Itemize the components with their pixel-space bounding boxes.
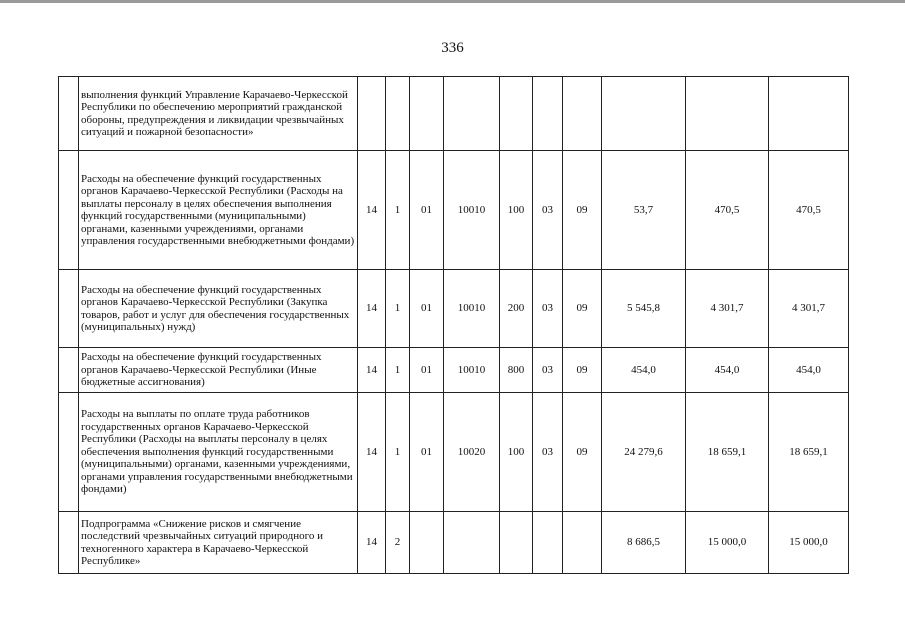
table-cell-code	[563, 512, 602, 574]
table-cell-blank	[59, 393, 79, 512]
table-cell-blank	[59, 348, 79, 393]
table-cell-code	[500, 77, 533, 151]
table-cell-code: 01	[410, 270, 444, 348]
table-cell-blank	[59, 270, 79, 348]
table-cell-description: Подпрограмма «Снижение рисков и смягчение последствий чрезвычайных ситуаций природного и техногенного характера в Карачаево-Черкесской Республике»	[79, 512, 358, 574]
table-cell-code	[533, 512, 563, 574]
table-cell-code	[386, 77, 410, 151]
table-cell-code: 14	[358, 348, 386, 393]
table-cell-code: 09	[563, 270, 602, 348]
table-row	[59, 512, 849, 574]
table-cell-code: 1	[386, 270, 410, 348]
table-row	[59, 348, 849, 393]
table-cell-code: 200	[500, 270, 533, 348]
table-cell-code: 10010	[444, 348, 500, 393]
table-row	[59, 77, 849, 151]
table-cell-code: 01	[410, 348, 444, 393]
budget-table	[58, 76, 849, 574]
table-cell-code	[444, 77, 500, 151]
table-cell-description: Расходы на обеспечение функций государственных органов Карачаево-Черкесской Республики (Расходы на выплаты персоналу в целях обеспечения выполнения функций государственными (муниципальными) органами, казенными учреждениями, органами управления государственными внебюджетными фондами)	[79, 151, 358, 270]
budget-table-body	[59, 77, 849, 574]
table-row	[59, 393, 849, 512]
table-cell-description: Расходы на выплаты по оплате труда работников государственных органов Карачаево-Черкесской Республики (Расходы на выплаты персоналу в целях обеспечения выполнения функций государственными (муниципальными) органами, казенными учреждениями, органами управления государственными внебюджетными фондами)	[79, 393, 358, 512]
table-cell-code	[410, 512, 444, 574]
table-cell-value: 53,7	[602, 151, 686, 270]
table-cell-blank	[59, 512, 79, 574]
table-cell-code	[563, 77, 602, 151]
table-cell-code	[500, 512, 533, 574]
table-cell-code	[533, 77, 563, 151]
table-cell-code: 14	[358, 151, 386, 270]
table-cell-code: 100	[500, 151, 533, 270]
table-cell-code: 14	[358, 512, 386, 574]
table-cell-value: 470,5	[769, 151, 849, 270]
table-cell-value: 454,0	[769, 348, 849, 393]
scan-top-edge	[0, 0, 905, 3]
table-cell-value: 18 659,1	[686, 393, 769, 512]
table-cell-code: 03	[533, 151, 563, 270]
table-cell-code: 1	[386, 151, 410, 270]
table-cell-code: 10020	[444, 393, 500, 512]
table-cell-code	[358, 77, 386, 151]
table-cell-code: 14	[358, 270, 386, 348]
table-cell-code: 10010	[444, 151, 500, 270]
table-cell-code: 09	[563, 151, 602, 270]
table-cell-value: 4 301,7	[686, 270, 769, 348]
table-cell-value: 18 659,1	[769, 393, 849, 512]
table-cell-description: выполнения функций Управление Карачаево-Черкесской Республики по обеспечению мероприятий гражданской обороны, предупреждения и ликвидации чрезвычайных ситуаций и пожарной безопасности»	[79, 77, 358, 151]
table-cell-code	[444, 512, 500, 574]
table-cell-code: 03	[533, 393, 563, 512]
table-cell-code: 09	[563, 393, 602, 512]
table-cell-blank	[59, 151, 79, 270]
table-cell-value: 15 000,0	[769, 512, 849, 574]
table-cell-value	[602, 77, 686, 151]
table-cell-code: 14	[358, 393, 386, 512]
table-cell-description: Расходы на обеспечение функций государственных органов Карачаево-Черкесской Республики (Закупка товаров, работ и услуг для обеспечения государственных (муниципальных) нужд)	[79, 270, 358, 348]
table-cell-value: 15 000,0	[686, 512, 769, 574]
table-cell-value	[769, 77, 849, 151]
table-cell-value: 4 301,7	[769, 270, 849, 348]
table-row	[59, 270, 849, 348]
table-cell-value: 24 279,6	[602, 393, 686, 512]
table-cell-code: 03	[533, 270, 563, 348]
table-cell-value: 454,0	[686, 348, 769, 393]
table-cell-code: 09	[563, 348, 602, 393]
table-row	[59, 151, 849, 270]
table-cell-code	[410, 77, 444, 151]
table-cell-code: 01	[410, 393, 444, 512]
table-cell-code: 1	[386, 393, 410, 512]
table-cell-code: 10010	[444, 270, 500, 348]
table-cell-code: 01	[410, 151, 444, 270]
table-cell-code: 1	[386, 348, 410, 393]
table-cell-code: 03	[533, 348, 563, 393]
table-cell-value: 454,0	[602, 348, 686, 393]
table-cell-blank	[59, 77, 79, 151]
table-cell-value: 470,5	[686, 151, 769, 270]
page-number: 336	[441, 40, 464, 56]
table-cell-code: 2	[386, 512, 410, 574]
table-cell-description: Расходы на обеспечение функций государственных органов Карачаево-Черкесской Республики (Иные бюджетные ассигнования)	[79, 348, 358, 393]
table-cell-value: 8 686,5	[602, 512, 686, 574]
table-cell-code: 800	[500, 348, 533, 393]
table-cell-code: 100	[500, 393, 533, 512]
table-cell-value	[686, 77, 769, 151]
table-cell-value: 5 545,8	[602, 270, 686, 348]
